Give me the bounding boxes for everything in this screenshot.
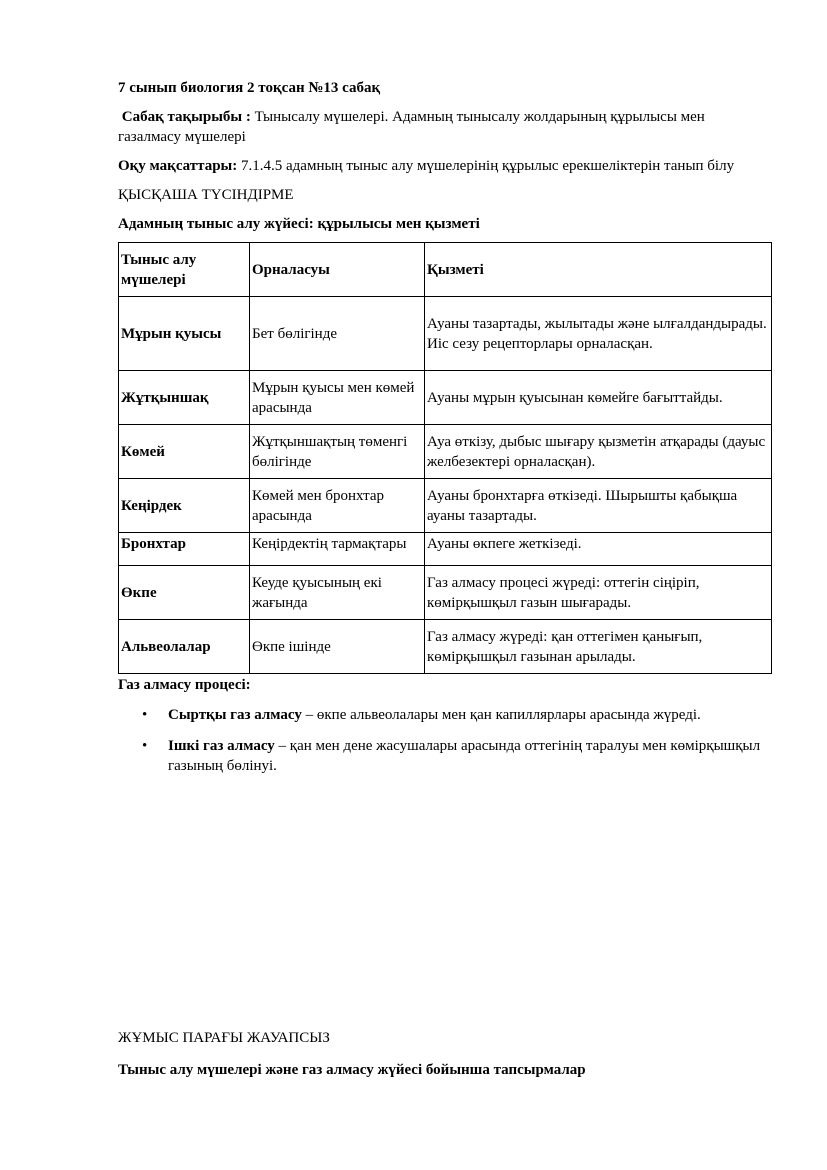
table-row	[119, 533, 772, 566]
table-caption: Адамның тыныс алу жүйесі: құрылысы мен қызметі	[118, 216, 480, 232]
function-cell: Ауаны өкпеге жеткізеді.	[425, 533, 772, 566]
header-location: Орналасуы	[250, 243, 425, 297]
location-cell: Жұтқыншақтың төменгі бөлігінде	[250, 425, 425, 479]
location-cell: Көмей мен бронхтар арасында	[250, 479, 425, 533]
explanation-heading: ҚЫСҚАША ТҮСІНДІРМЕ	[118, 187, 294, 203]
table-row	[119, 371, 772, 425]
location-cell: Мұрын қуысы мен көмей арасында	[250, 371, 425, 425]
location-cell: Кеңірдектің тармақтары	[250, 533, 425, 566]
respiratory-organs-table	[118, 242, 772, 674]
gas-exchange-heading: Газ алмасу процесі:	[118, 677, 251, 693]
organ-cell: Жұтқыншақ	[119, 371, 250, 425]
organ-cell: Альвеолалар	[119, 620, 250, 674]
location-cell: Бет бөлігінде	[250, 297, 425, 371]
table-row	[119, 425, 772, 479]
function-cell: Газ алмасу процесі жүреді: оттегін сіңіріп, көмірқышқыл газын шығарады.	[425, 566, 772, 620]
table-row	[119, 297, 772, 371]
bullet-icon: •	[142, 738, 148, 754]
organ-cell: Кеңірдек	[119, 479, 250, 533]
list-item: • Сыртқы газ алмасу – өкпе альвеолалары мен қан капиллярлары арасында жүреді.	[142, 707, 701, 723]
location-cell: Кеуде қуысының екі жағында	[250, 566, 425, 620]
learning-goals: Оқу мақсаттары: 7.1.4.5 адамның тыныс алу мүшелерінің құрылыс ерекшеліктерін танып білу	[118, 158, 735, 174]
header-function: Қызметі	[425, 243, 772, 297]
header-organs: Тыныс алу мүшелері	[119, 243, 250, 297]
organ-cell: Мұрын қуысы	[119, 297, 250, 371]
function-cell: Газ алмасу жүреді: қан оттегімен қанығып, көмірқышқыл газынан арылады.	[425, 620, 772, 674]
document-page	[118, 78, 768, 787]
list-item: • Ішкі газ алмасу – қан мен дене жасушалары арасында оттегінің таралуы мен көмірқышқыл газының бөлінуі.	[142, 738, 761, 774]
lesson-title: 7 сынып биология 2 тоқсан №13 сабақ	[118, 80, 381, 96]
organ-cell: Көмей	[119, 425, 250, 479]
gas-exchange-list	[118, 705, 768, 776]
organ-cell: Өкпе	[119, 566, 250, 620]
function-cell: Ауаны мұрын қуысынан көмейге бағыттайды.	[425, 371, 772, 425]
function-cell: Ауаны бронхтарға өткізеді. Шырышты қабықша ауаны тазартады.	[425, 479, 772, 533]
table-row	[119, 479, 772, 533]
table-row	[119, 566, 772, 620]
bullet-icon: •	[142, 707, 148, 723]
table-header-row	[119, 243, 772, 297]
location-cell: Өкпе ішінде	[250, 620, 425, 674]
worksheet-subheading: Тыныс алу мүшелері және газ алмасу жүйесі бойынша тапсырмалар	[118, 1062, 586, 1078]
worksheet-heading: ЖҰМЫС ПАРАҒЫ ЖАУАПСЫЗ	[118, 1030, 330, 1046]
lesson-topic: Сабақ тақырыбы : Тынысалу мүшелері. Адамның тынысалу жолдарының құрылысы мен газалмасу мүшелері	[118, 109, 705, 145]
function-cell: Ауа өткізу, дыбыс шығару қызметін атқарады (дауыс желбезектері орналасқан).	[425, 425, 772, 479]
table-row	[119, 620, 772, 674]
organ-cell: Бронхтар	[119, 533, 250, 566]
function-cell: Ауаны тазартады, жылытады және ылғалдандырады. Иіс сезу рецепторлары орналасқан.	[425, 297, 772, 371]
